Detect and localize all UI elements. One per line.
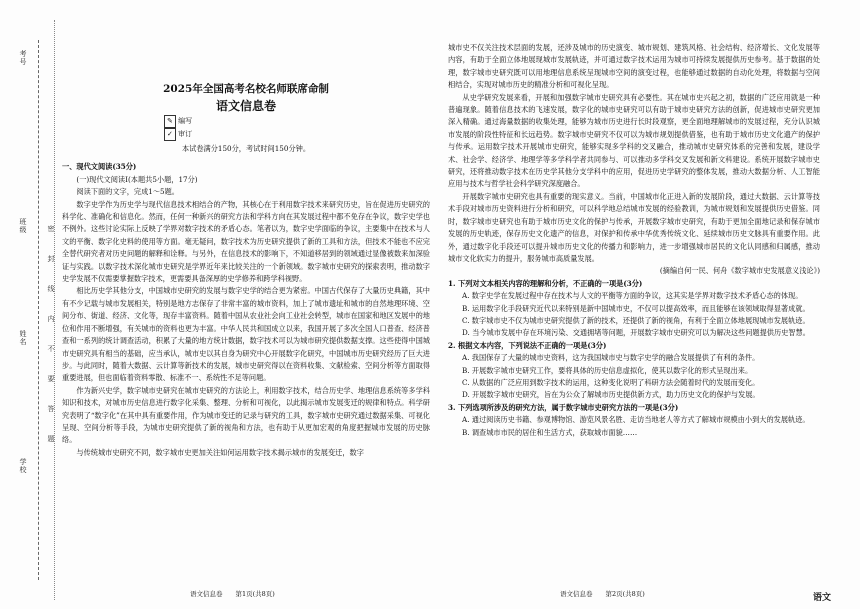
right-column xyxy=(448,42,820,439)
seal-char: 答 xyxy=(47,405,55,412)
seal-char: 题 xyxy=(47,435,55,442)
question-option: A. 通过阅读历史书籍、参观博物馆、游览风景名胜、走访当地老人等方式了解城市规模由小到大的发展轨迹。 xyxy=(462,415,810,425)
author-tags xyxy=(164,115,430,141)
seal-char: 线 xyxy=(47,285,55,292)
passage-paragraph: 从史学研究发展来看，开展和加强数字城市史研究具有必要性。其在城市史兴起之初，数据的广泛应用就是一种普遍现象。随着信息技术的飞速发展，数字化的城市史研究可以有助于城市史研究方法的创新，促进城市史研究更加深入精确。通过海量数据的收集处理，能够为城市历史进行长时段观察，更全面地理解城市的发展过程，充分认识城市发展的阶段性特征和长远趋势。数字城市史研究不仅可以为城市规划提供借鉴，也有助于城市历史文化遗产的保护与传承。运用数字技术开展城市史研究，能够实现多学科的交叉融合，推动城市史研究体系的完善和发展，建设学术、社会学、经济学、地理学等多学科学者共同参与、可以推动多学科交叉发展和新文科建设。系统开展数字城市史研究，还将推动数字技术在历史学其他分支学科中的应用，促进历史学研究的整体发展，推动大数据分析、人工智能应用与技术与哲学社会科学研究深度融合。 xyxy=(448,92,820,189)
question-option: D. 当今城市发展中存在环境污染、交通拥堵等问题，开展数字城市史研究可以为解决这些问题提供历史智慧。 xyxy=(462,328,810,338)
binding-label-class: 班级 xyxy=(19,218,27,234)
seal-char: 内 xyxy=(47,315,55,322)
binding-line xyxy=(38,40,39,580)
question-option: D. 开展数字城市史研究，旨在为公众了解城市历史提供新方式，助力历史文化的保护与发展。 xyxy=(462,390,760,400)
passage-paragraph: 相比历史学其他分支，中国城市史研究的发展与数字史学的结合更为紧密。中国古代保存了大量历史典籍，其中有不少记载与城市发展相关，特别是地方志保存了非常丰富的城市资料，加上了城市遗址和城市的自然地理环境、空间分布、街道、经济、文化等，现存丰富资料。随着中国从农业社会向工业社会转型，城市在国家和地区发展中的地位和作用不断增强，有关城市的资料也更为丰富。中华人民共和国成立以来，我国开展了多次全国人口普查、经济普查和一系列的统计调查活动，积累了大量的地方统计数据，数字技术可以为城市研究提供数据支撑。这些使得中国城市史研究具有相当的基础，应当承认，城市史以其自身为研究中心开展数字化研究，中国城市历史研究经历了巨大进步。与此同时，随着大数据、云计算等新技术的发展，城市史研究得以在资料收集、文献检索、空间分析等方面取得重要进展，但也面临着资料零散、标准不一、系统性不足等问题。 xyxy=(62,286,430,383)
tag-compiler: 编写 xyxy=(178,117,193,125)
passage-paragraph: 数字史学作为历史学与现代信息技术相结合的产物，其核心在于利用数字技术来研究历史，旨在促进历史研究的科学化、准确化和信息化。然而，任何一种新兴的研究方法和学科方向在其发展过程中都不免存在争议，数字史学也不例外。这些讨论实际上反映了学界对数字技术的矛盾心态。笔者以为，数字史学面临的争议，主要集中在技术与人文的平衡、数字化史料的使用等方面。毫无疑问，数字技术为历史研究提供了新的工具和方法，但技术不能也不应完全替代研究者对历史问题的解释和诠释。与另外，在信息技术的影响下，不知道移居到的领域通过显像被数来加深验证与实践。以数字技术深化城市史研究是学界近年来比较关注的一个新领域。数字城市史研究的探索表明，推动数字史学发展不仅需要掌握数字技术，更需要具备深厚的史学修养和跨学科视野。 xyxy=(62,199,430,284)
section-title: 一、现代文阅读(35分) xyxy=(62,162,137,172)
seal-char: 不 xyxy=(47,345,55,352)
question-stem: 2. 根据文本内容，下列说法不正确的一项是(3分) xyxy=(448,340,607,350)
question-option: C. 数字城市史不仅为城市史研究提供了新的技术，还提供了新的视角，有利于全面立体地展现城市发展轨迹。 xyxy=(462,315,810,325)
question-option: B. 调查城市市民的居住和生活方式，获取城市面貌…… xyxy=(462,427,638,437)
passage-paragraph: 与传统城市史研究不同，数字城市史更加关注如何运用数字技术揭示城市的发展变迁，数字 xyxy=(76,447,364,457)
review-icon: ✓ xyxy=(164,128,176,141)
binding-label-name: 姓名 xyxy=(19,330,27,346)
binding-dotted-line xyxy=(54,20,55,600)
seal-char: 密 xyxy=(47,225,55,232)
exam-subtitle: 语文信息卷 xyxy=(215,99,276,113)
binding-label-exam-number: 考号 xyxy=(19,50,27,66)
seal-char: 要 xyxy=(47,375,55,382)
tag-reviewer: 审订 xyxy=(178,130,193,138)
section-sub: (一)现代文阅读Ⅰ(本题共5小题，17分) xyxy=(76,174,198,184)
binding-margin xyxy=(0,0,60,609)
corner-label: 语文 xyxy=(813,593,832,603)
passage-paragraph: 开展数字城市史研究也具有重要的现实意义。当前，中国城市化正进入新的发展阶段，通过大数据、云计算等技术手段对城市历史资料进行分析和研究，可以科学地总结城市发展的经验教训，为城市规划和发展提供历史借鉴。同时，数字城市史研究也有助于城市历史文化的保护与传承，开展数字城市史研究，有助于更加全面地记录和保存城市发展的历史轨迹，保存历史文化遗产的信息，对保护和传承中华优秀传统文化、延续城市历史文脉具有重要作用。此外，通过数字化手段还可以提升城市历史文化的传播力和影响力，进一步增强城市居民的文化认同感和归属感，推动城市文化软实力的提升，服务城市高质量发展。 xyxy=(448,191,820,263)
footer-left: 语文信息卷 第1页(共8页) xyxy=(190,590,275,598)
passage-source: (摘编自何一民、何舟《数字城市史发展意义浅论》) xyxy=(659,266,820,276)
binding-label-school: 学校 xyxy=(19,458,27,474)
pen-icon: ✎ xyxy=(164,115,176,128)
question-stem: 1. 下列对文本相关内容的理解和分析，不正确的一项是(3分) xyxy=(448,278,643,288)
question-option: A. 我国保存了大量的城市史资料，这为我国城市史与数字史学的融合发展提供了有利的条件。 xyxy=(462,353,760,363)
question-option: B. 运用数字化手段研究近代以来特别是新中国城市史，不仅可以提高效率，而且能够在该领域取得显著成就。 xyxy=(462,303,810,313)
footer-right: 语文信息卷 第2页(共8页) xyxy=(560,590,645,598)
exam-title: 2025年全国高考名校名师联席命制 xyxy=(163,83,329,95)
section-instruction: 阅读下面的文字，完成1～5题。 xyxy=(76,187,179,197)
left-column xyxy=(62,40,430,459)
passage-paragraph: 城市史不仅关注技术层面的发展，还涉及城市的历史演变、城市规划、建筑风格、社会结构、经济增长、文化发展等内容，有助于全面立体地展现城市发展轨迹，并可通过数字技术运用为城市可持续发展提供历史参考。基于数据的处理，数字城市史研究既可以用地理信息系统呈现城市空间的演变过程，也能够通过数据的自动化处理，将数据与空间相结合，实现对城市历史的精准分析和可视化呈现。 xyxy=(448,43,820,90)
question-option: C. 从数据的广泛应用到数字技术的运用，这种变化说明了科研方法会随着时代的发展而变化。 xyxy=(462,377,760,387)
question-option: B. 开展数字城市史研究工作，要将具体的历史信息虚拟化，使其以数字化的形式呈现出来。 xyxy=(462,365,753,375)
seal-char: 封 xyxy=(47,255,55,262)
question-stem: 3. 下列选项所涉及的研究方法，属于数字城市史研究方法的一项是(3分) xyxy=(448,402,679,412)
question-option: A. 数字史学在发展过程中存在技术与人文的平衡等方面的争议，这其实是学界对数字技术矛盾心态的体现。 xyxy=(462,291,803,301)
passage-paragraph: 作为新兴史学，数字城市史研究在城市史研究的方法论上，利用数字技术，结合历史学、地理信息系统等多学科知识和技术，对城市历史信息进行数字化采集、整理、分析和可视化，以此揭示城市发展变迁的规律和特点。科学研究表明了“数字化”在其中具有重要作用，作为城市变迁的记录与研究的工具，数字城市史研究通过数据采集、可视化呈现、空间分析等手段，为城市史研究提供了新的视角和方法，也有助于从更加宏观的角度把握城市发展的历史脉络。 xyxy=(62,385,430,445)
exam-note: 本试卷满分150分，考试时间150分钟。 xyxy=(181,144,311,153)
